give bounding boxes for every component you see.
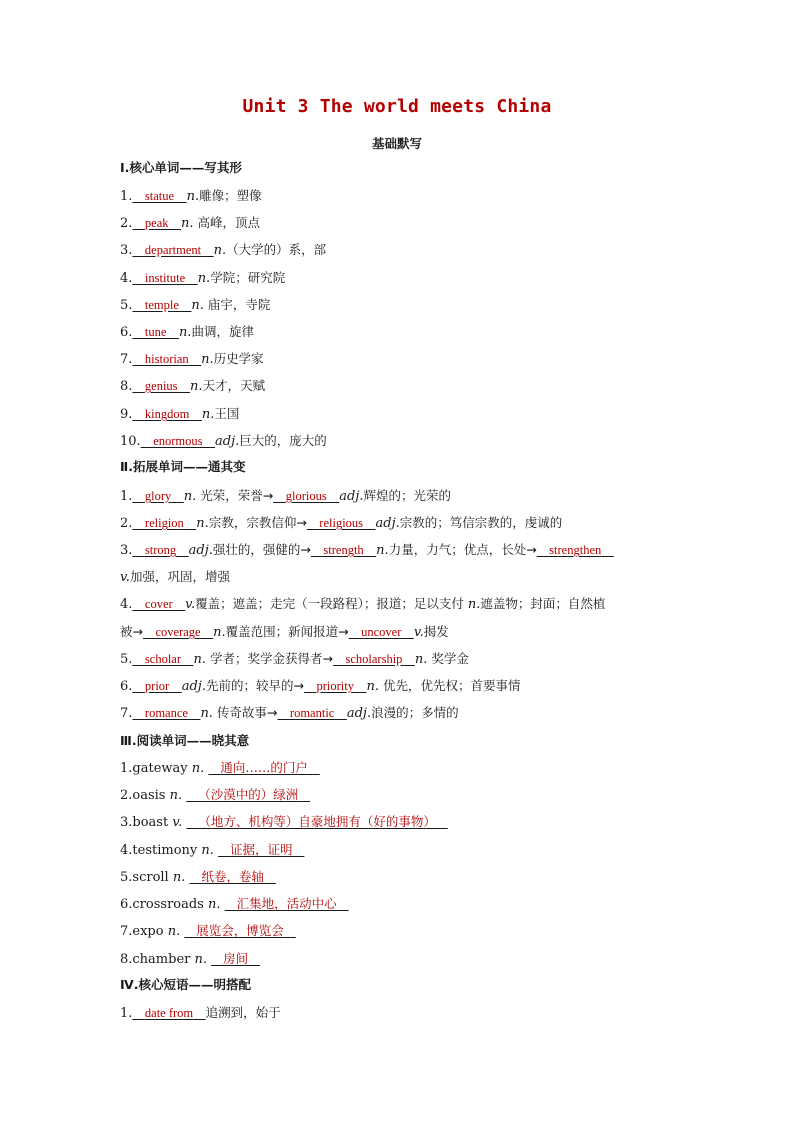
page-subtitle: 基础默写 — [371, 136, 422, 151]
extended-item: 3. strong adj.强壮的，强健的→ strength n.力量，力气；优点，长处→ strengthen — [120, 542, 602, 558]
extended-item: 4. cover v.覆盖；遮盖；走完（一段路程）；报道；足以支付 n.遮盖物；封面；自然植 — [120, 596, 606, 612]
phrase-item: 1. date from 追溯到，始于 — [120, 1005, 281, 1021]
answer-blank: peak — [144, 216, 169, 230]
reading-item: 3.boast v. （地方、机构等）自豪地拥有（好的事物） — [120, 814, 436, 830]
section-heading-extended-words: Ⅱ.拓展单词——通其变 — [120, 459, 246, 474]
extended-item: 5. scholar n. 学者；奖学金获得者→ scholarship n. 奖学金 — [120, 651, 469, 667]
core-item: 7. historian n.历史学家 — [120, 351, 264, 367]
answer-blank: enormous — [153, 434, 203, 448]
core-item: 8. genius n.天才，天赋 — [120, 378, 266, 394]
answer-blank: institute — [144, 271, 186, 285]
page-title: Unit 3 The world meets China — [242, 96, 552, 117]
section-heading-reading-words: Ⅲ.阅读单词——晓其意 — [120, 733, 250, 748]
extended-item-continued: v.加强，巩固，增强 — [120, 569, 230, 585]
extended-item: 6. prior adj.先前的；较早的→ priority n. 优先，优先权；首要事情 — [120, 678, 521, 694]
core-item: 3. department n.（大学的）系，部 — [120, 242, 327, 258]
section-heading-core-phrases: Ⅳ.核心短语——明搭配 — [120, 977, 251, 992]
core-item: 2. peak n. 高峰，顶点 — [120, 215, 261, 231]
core-item: 10. enormous adj.巨大的，庞大的 — [120, 433, 327, 449]
core-item: 4. institute n.学院；研究院 — [120, 270, 286, 286]
extended-item: 2. religion n.宗教，宗教信仰→ religious adj.宗教的；笃信宗教的，虔诚的 — [120, 515, 563, 531]
answer-blank: kingdom — [144, 407, 190, 421]
reading-item: 7.expo n. 展览会，博览会 — [120, 923, 284, 939]
reading-item: 6.crossroads n. 汇集地，活动中心 — [120, 896, 337, 912]
answer-blank: temple — [144, 298, 179, 312]
core-item: 9. kingdom n.王国 — [120, 406, 240, 422]
reading-item: 5.scroll n. 纸卷，卷轴 — [120, 869, 264, 885]
reading-item: 8.chamber n. 房间 — [120, 951, 249, 967]
answer-blank: statue — [144, 189, 175, 203]
reading-item: 1.gateway n. 通向……的门户 — [120, 760, 308, 776]
core-item: 5. temple n. 庙宇，寺院 — [120, 297, 271, 313]
answer-blank: genius — [144, 379, 178, 393]
answer-blank: tune — [144, 325, 167, 339]
core-item: 1. statue n.雕像；塑像 — [120, 188, 262, 204]
reading-item: 4.testimony n. 证据，证明 — [120, 842, 293, 858]
answer-blank: department — [144, 243, 202, 257]
extended-item: 7. romance n. 传奇故事→ romantic adj.浪漫的；多情的 — [120, 705, 459, 721]
extended-item: 1. glory n. 光荣，荣誉→ glorious adj.辉煌的；光荣的 — [120, 488, 452, 504]
extended-item-continued: 被→ coverage n.覆盖范围；新闻报道→ uncover v.揭发 — [120, 624, 449, 640]
reading-item: 2.oasis n. （沙漠中的）绿洲 — [120, 787, 299, 803]
core-item: 6. tune n.曲调，旋律 — [120, 324, 254, 340]
section-heading-core-words: Ⅰ.核心单词——写其形 — [120, 160, 242, 175]
answer-blank: historian — [144, 352, 189, 366]
